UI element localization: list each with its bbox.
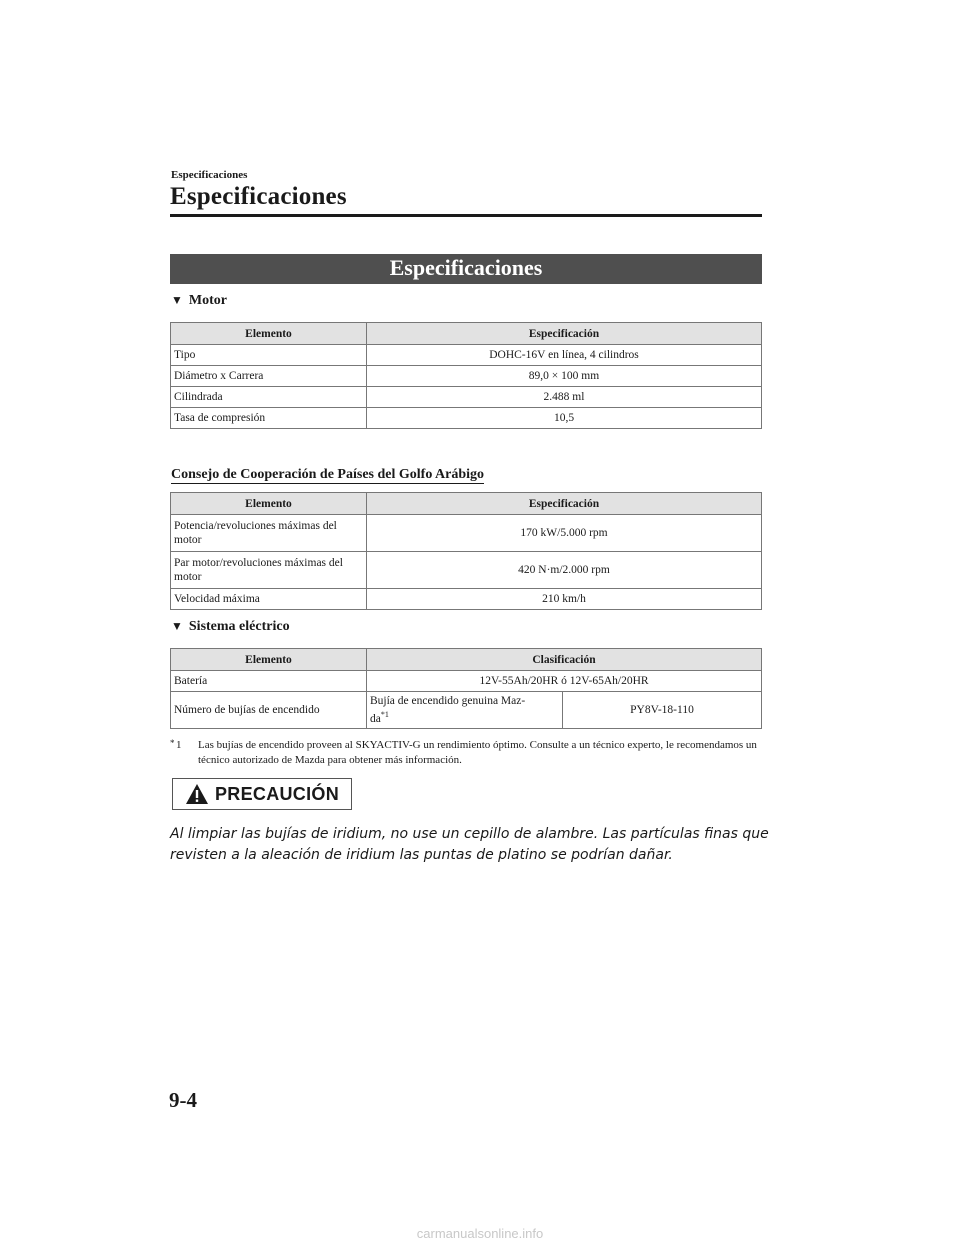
- triangle-down-icon: ▼: [171, 293, 183, 307]
- table-cell: Tasa de compresión: [171, 408, 367, 429]
- table-row: [171, 552, 762, 589]
- table-cell: Cilindrada: [171, 387, 367, 408]
- table-row: [171, 589, 762, 610]
- motor-table: [170, 322, 762, 429]
- electrical-heading-label: Sistema eléctrico: [188, 619, 290, 634]
- footnote-ref: *1: [380, 710, 389, 720]
- section-banner: Especificaciones: [170, 254, 762, 284]
- column-header: Especificación: [367, 493, 762, 515]
- table-cell: PY8V-18-110: [563, 692, 762, 729]
- footnote-text: Las bujías de encendido proveen al SKYACTIV-G un rendimiento óptimo. Consulte a un técnico experto, le recomendamos un técnico autorizado de Mazda para obtener más información.: [198, 739, 757, 766]
- title-rule: [170, 214, 762, 217]
- column-header: Especificación: [367, 323, 762, 345]
- table-row: [171, 345, 762, 366]
- breadcrumb: Especificaciones: [171, 169, 248, 181]
- table-cell: Par motor/revoluciones máximas del motor: [171, 552, 367, 589]
- table-row: [171, 515, 762, 552]
- footnote-number: 1: [176, 739, 182, 751]
- warning-triangle-icon: [185, 783, 209, 805]
- table-row: [171, 366, 762, 387]
- table-row: [171, 692, 762, 729]
- table-cell: Diámetro x Carrera: [171, 366, 367, 387]
- table-cell: 10,5: [367, 408, 762, 429]
- column-header: Elemento: [171, 649, 367, 671]
- caution-label: PRECAUCIÓN: [214, 783, 339, 804]
- triangle-down-icon: ▼: [171, 619, 183, 633]
- table-cell: 170 kW/5.000 rpm: [367, 515, 762, 552]
- table-cell: 2.488 ml: [367, 387, 762, 408]
- table-cell: Potencia/revoluciones máximas del motor: [171, 515, 367, 552]
- caution-box: [172, 778, 352, 810]
- caution-text: Al limpiar las bujías de iridium, no use un cepillo de alambre. Las partículas finas que revisten a la aleación de iridium las puntas de platino se podrían dañar.: [170, 826, 769, 863]
- column-header: Elemento: [171, 493, 367, 515]
- table-cell: 89,0 × 100 mm: [367, 366, 762, 387]
- plug-type-line2: da: [370, 712, 381, 725]
- table-cell: 420 N·m/2.000 rpm: [367, 552, 762, 589]
- table-cell: Número de bujías de encendido: [171, 692, 367, 729]
- page-number: 9-4: [169, 1088, 197, 1112]
- motor-heading-label: Motor: [188, 293, 227, 308]
- table-cell: 210 km/h: [367, 589, 762, 610]
- page-title: Especificaciones: [170, 183, 347, 210]
- electrical-table: [170, 648, 762, 729]
- plug-type-line1: Bujía de encendido genuina Maz-: [370, 695, 526, 708]
- table-cell: [367, 692, 563, 729]
- column-header: Clasificación: [367, 649, 762, 671]
- table-cell: DOHC-16V en línea, 4 cilindros: [367, 345, 762, 366]
- motor-heading: [171, 293, 227, 309]
- table-cell: Batería: [171, 671, 367, 692]
- table-cell: Velocidad máxima: [171, 589, 367, 610]
- gulf-heading: [171, 467, 484, 483]
- gulf-table: [170, 492, 762, 610]
- table-row: [171, 671, 762, 692]
- footnote: [170, 738, 762, 768]
- table-cell: Tipo: [171, 345, 367, 366]
- table-row: [171, 387, 762, 408]
- footnote-mark: *: [170, 738, 175, 748]
- electrical-heading: [171, 619, 290, 635]
- table-row: [171, 408, 762, 429]
- gulf-heading-label: Consejo de Cooperación de Países del Golfo Arábigo: [171, 467, 485, 482]
- table-cell: 12V-55Ah/20HR ó 12V-65Ah/20HR: [367, 671, 762, 692]
- column-header: Elemento: [171, 323, 367, 345]
- watermark: carmanualsonline.info: [416, 1226, 544, 1241]
